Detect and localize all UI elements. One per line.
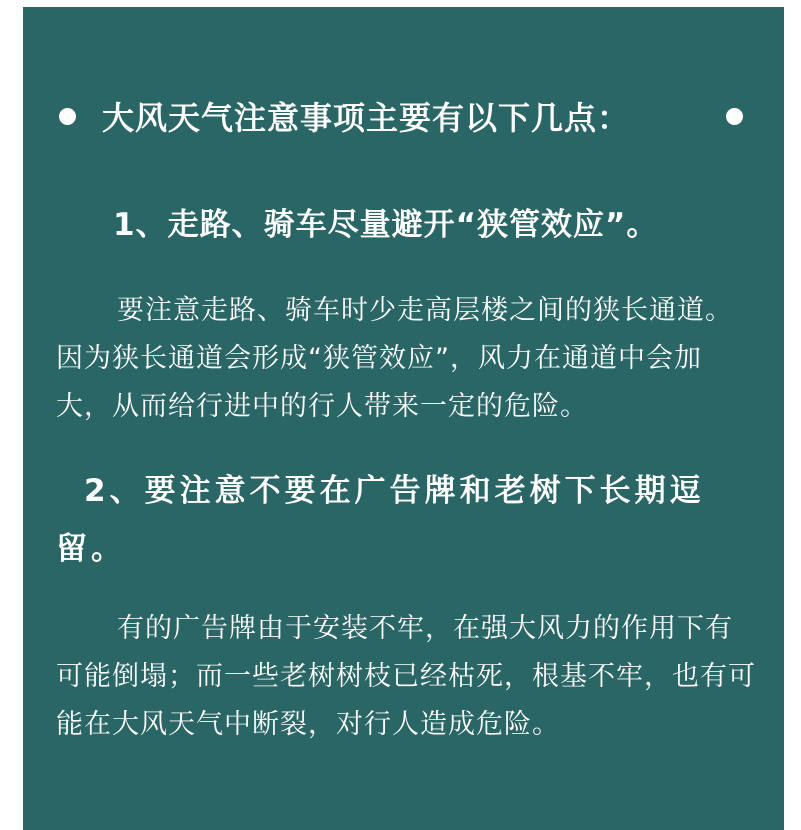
header [23,95,784,141]
header-title: 大风天气注意事项主要有以下几点： [102,99,631,137]
bullet-dot-icon [59,108,76,125]
section-2-body: 有的广告牌由于安装不牢，在强大风力的作用下有可能倒塌；而一些老树树枝已经枯死，根基不牢，也有可能在大风天气中断裂，对行人造成危险。 [56,613,756,740]
bullet-dot-icon [726,108,743,125]
section-1-body: 要注意走路、骑车时少走高层楼之间的狭长通道。因为狭长通道会形成“狭管效应”，风力在通道中会加大，从而给行进中的行人带来一定的危险。 [56,295,733,422]
section-1-heading: 1、走路、骑车尽量避开“狭管效应”。 [113,207,659,243]
content-card [23,7,784,830]
section-2-heading: 2、要注意不要在广告牌和老树下长期逗留。 [56,473,705,567]
